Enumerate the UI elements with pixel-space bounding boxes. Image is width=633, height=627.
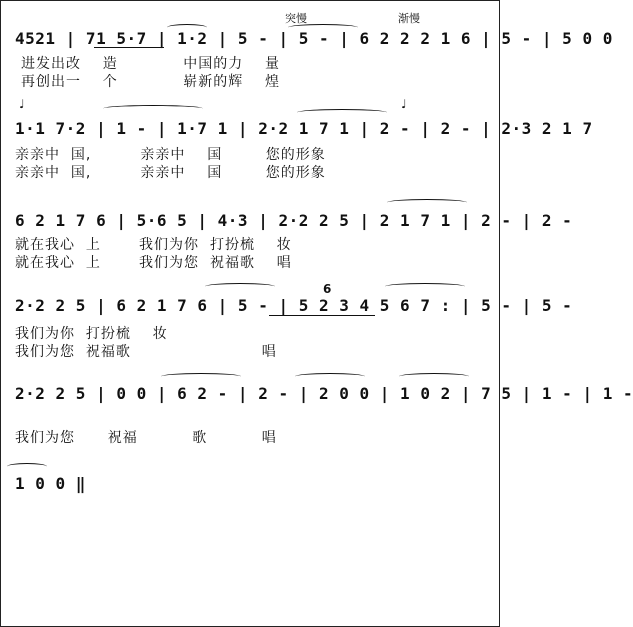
slur: [295, 373, 365, 380]
lyric-row-1a: 进发出改 造 中国的力 量: [21, 56, 281, 72]
breath-mark: ♩: [19, 97, 25, 111]
slur: [7, 463, 47, 470]
lyric-row-3a: 就在我心 上 我们为你 打扮梳 妆: [15, 237, 292, 253]
notation-row-6: 1 0 0 ‖: [15, 474, 86, 493]
lyric-row-3b: 就在我心 上 我们为您 祝福歌 唱: [15, 255, 292, 271]
lyric-row-5: 我们为您 祝福 歌 唱: [15, 430, 277, 446]
tuplet-mark: 6: [323, 282, 332, 296]
slur: [205, 283, 275, 290]
lyric-row-2b: 亲亲中 国, 亲亲中 国 您的形象: [15, 165, 326, 181]
notation-row-4: 2·2 2 5 | 6 2 1 7 6 | 5 - | 5 2 3 4 5 6 7 : | 5 - | 5 -: [15, 296, 573, 315]
slur: [103, 105, 203, 112]
lyric-row-2a: 亲亲中 国, 亲亲中 国 您的形象: [15, 147, 326, 163]
slur: [161, 373, 241, 380]
notation-row-1: 4521 | 71 5·7 | 1·2 | 5 - | 5 - | 6 2 2 2 1 6 | 5 - | 5 0 0: [15, 29, 613, 48]
lyric-row-1b: 再创出一 个 崭新的辉 煌: [21, 74, 281, 90]
notation-row-2: 1·1 7·2 | 1 - | 1·7 1 | 2·2 1 7 1 | 2 - | 2 - | 2·3 2 1 7: [15, 119, 593, 138]
notation-row-3: 6 2 1 7 6 | 5·6 5 | 4·3 | 2·2 2 5 | 2 1 7 1 | 2 - | 2 -: [15, 211, 573, 230]
slur: [385, 283, 465, 290]
slur: [387, 199, 467, 206]
slur: [399, 373, 469, 380]
slur: [297, 109, 387, 116]
breath-mark: ♩: [401, 97, 407, 111]
beam: [94, 47, 164, 48]
direction-2: 渐慢: [398, 12, 420, 25]
lyric-row-4b: 我们为您 祝福歌 唱: [15, 344, 277, 360]
beam: [269, 315, 375, 316]
lyric-row-4a: 我们为你 打扮梳 妆: [15, 326, 168, 342]
direction-1: 突慢: [285, 12, 307, 25]
notation-row-5: 2·2 2 5 | 0 0 | 6 2 - | 2 - | 2 0 0 | 1 0 2 | 7 5 | 1 - | 1 -: [15, 384, 633, 403]
